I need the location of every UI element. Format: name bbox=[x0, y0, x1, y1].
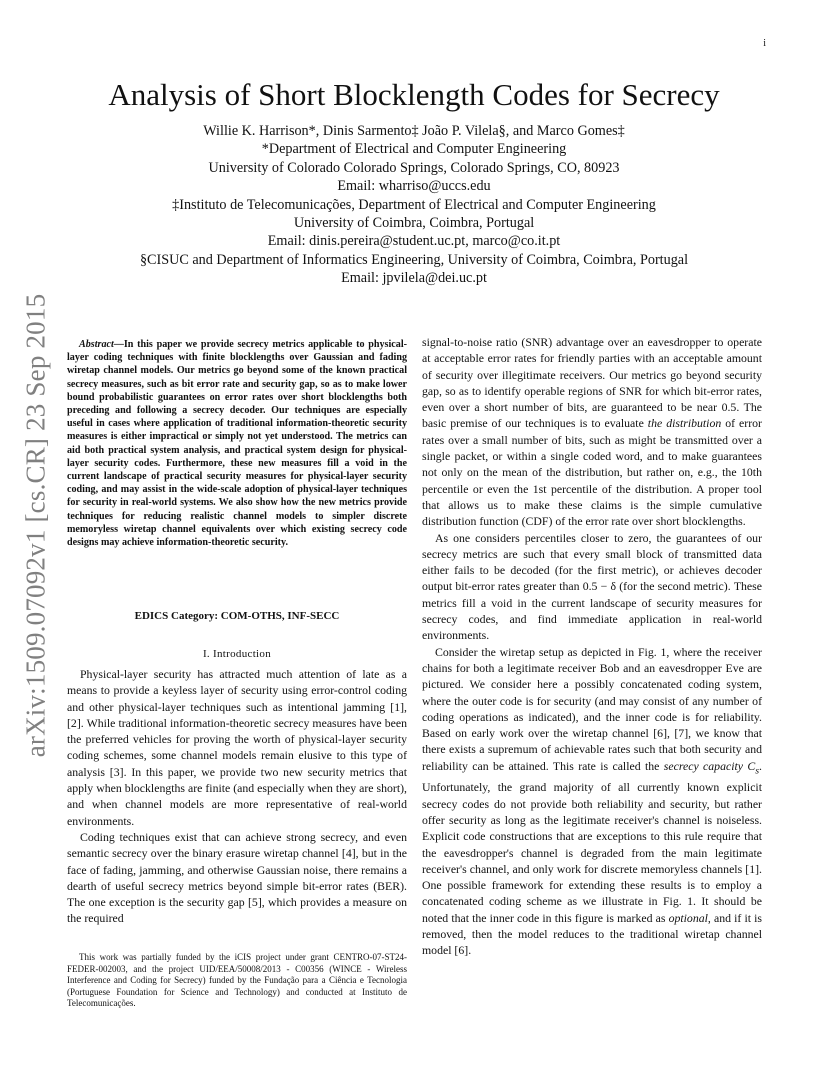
paper-title: Analysis of Short Blocklength Codes for Secrecy bbox=[108, 77, 720, 112]
text-run: . Unfortunately, the grand majority of all currently known explicit secrecy codes do not provide both reliability and security, but rather offer security as long as the legitimate receiver's channel is noiseless. Explicit code constructions that are exceptions to this rule require that the eavesdropper's channel is degraded from the main legitimate receiver's channel, and only work for discrete memoryless channels [1]. One possible framework for extending these results is to employ a concatenated coding scheme as we illustrate in Fig. 1. It should be noted that the inner code in this figure is marked as bbox=[422, 758, 762, 925]
page-number: i bbox=[763, 38, 766, 49]
subscript: s bbox=[755, 765, 760, 777]
text-run: signal-to-noise ratio (SNR) advantage over an eavesdropper to operate at acceptable error rates for friendly parties with an acceptable amount of security over illegitimate receivers. Our metrics go beyond security gap, so as to identify operable regions of SNR for which bit-error rates, even over a short number of bits, are guaranteed to be near 0.5. The basic premise of our techniques is to evaluate bbox=[422, 335, 762, 431]
affiliation-2-address: University of Coimbra, Coimbra, Portugal bbox=[293, 215, 535, 232]
intro-paragraph-2: Coding techniques exist that can achieve strong secrecy, and even semantic secrecy over the binary erasure wiretap channel [4], but in the face of fading, jamming, and otherwise Gaussian noise, there remains a dearth of useful secrecy metrics beyond simple bit-error rates (BER). The one exception is the security gap [5], which provides a measure on the required bbox=[67, 829, 407, 926]
arxiv-stamp bbox=[16, 290, 56, 760]
edics-category: EDICS Category: COM-OTHS, INF-SECC bbox=[134, 610, 340, 622]
affiliation-2: ‡Instituto de Telecomunicações, Department of Electrical and Computer Engineering bbox=[172, 196, 656, 213]
right-column bbox=[422, 334, 762, 959]
right-paragraph-1 bbox=[422, 334, 762, 530]
text-run: Consider the wiretap setup as depicted in Fig. 1, where the receiver chains for both a legitimate receiver Bob and an eavesdropper Eve are pictured. We consider here a possibly concatenated coding system, where the outer code is for security (and may consist of any number of coding operations as indicated), and the inner code is for reliability. Based on early work over the wiretap channel [6], [7], we know that there exists a supremum of achievable rates such that both security and reliability can be attained. This rate is called the bbox=[422, 644, 762, 773]
text-run: , and if it is removed, then the model reduces to the traditional wiretap channel model [6]. bbox=[422, 910, 762, 958]
footnote: This work was partially funded by the iCIS project under grant CENTRO-07-ST24-FEDER-002003, and the project UID/EEA/50008/2013 - C00356 (WINCE - Wireless Interference and Coding for Secrecy) funded by the Fundação para a Ciência e Tecnologia (Portuguese Foundation for Science and Technology) and conducted at Instituto de Telecomunicações. bbox=[67, 952, 407, 1009]
affiliation-3-email: Email: jpvilela@dei.uc.pt bbox=[341, 270, 487, 287]
emphasis: the distribution bbox=[647, 416, 722, 431]
right-paragraph-2: As one considers percentiles closer to zero, the guarantees of our secrecy metrics are such that every small block of transmitted data either fails to be decoded (for the first metric), or achieves decoder output bit-error rates greater than 0.5 − δ (for the second metric). These metrics fill a void in the current landscape of security measures for secrecy codes, and find immediate application in real-world environments. bbox=[422, 530, 762, 643]
abstract bbox=[67, 338, 407, 549]
right-paragraph-3 bbox=[422, 644, 762, 959]
emphasis: secrecy capacity C bbox=[663, 758, 756, 773]
author-block bbox=[0, 122, 828, 288]
affiliation-1: *Department of Electrical and Computer Engineering bbox=[261, 141, 567, 158]
author-names: Willie K. Harrison*, Dinis Sarmento‡ João P. Vilela§, and Marco Gomes‡ bbox=[203, 123, 625, 139]
section-heading: I. Introduction bbox=[202, 648, 272, 660]
abstract-label: Abstract bbox=[79, 339, 114, 350]
affiliation-1-address: University of Colorado Colorado Springs, Colorado Springs, CO, 80923 bbox=[208, 159, 620, 176]
affiliation-1-email: Email: wharriso@uccs.edu bbox=[337, 178, 491, 195]
intro-paragraph-1: Physical-layer security has attracted much attention of late as a means to provide a keyless layer of security using error-control coding and other physical-layer techniques such as intentional jamming [1], [2]. While traditional information-theoretic secrecy measures have been the preferred vehicles for proving the worth of physical-layer security coding schemes, some channel models remain elusive to this type of analysis [3]. In this paper, we provide two new security metrics that apply when blocklengths are finite (and especially when they are short), and when channel models are more representative of real-world environments. bbox=[67, 667, 407, 828]
abstract-text: —In this paper we provide secrecy metrics applicable to physical-layer coding techniques with finite blocklengths over Gaussian and fading wiretap channel models. Our metrics go beyond some of the known practical secrecy measures, such as bit error rate and security gap, so as to make lower bound probabilistic guarantees on error rates over short blocklengths both preceding and following a secrecy decoder. Our techniques are especially useful in cases where application of traditional information-theoretic security measures is either impractical or simply not yet understood. The metrics can aid both practical system analysis, and practical system design for physical-layer security codes. Furthermore, these new measures fill a void in the current landscape of practical security measures for physical-layer security coding, and may assist in the wide-scale adoption of physical-layer techniques for security in real-world systems. We also show how the new metrics provide techniques for reducing realistic channel models to simpler discrete memoryless wiretap channel equivalents over which existing secrecy code designs may achieve information-theoretic security. bbox=[67, 339, 407, 549]
left-column bbox=[67, 666, 407, 927]
arxiv-id: arXiv:1509.07092v1 [cs.CR] 23 Sep 2015 bbox=[20, 293, 51, 757]
text-run: of error rates over a small number of bits, such as might be transmitted over a single packet, or within a single coded word, and to make guarantees not only on the mean of the distribution, but rather on, e.g., the 10th percentile or even the 1st percentile of the distribution. A proper tool that allows us to make these claims is the simple cumulative distribution function (CDF) of the error rate over short blocklengths. bbox=[422, 416, 762, 529]
emphasis: optional bbox=[668, 910, 708, 925]
affiliation-2-email: Email: dinis.pereira@student.uc.pt, marco@co.it.pt bbox=[267, 233, 561, 250]
affiliation-3: §CISUC and Department of Informatics Engineering, University of Coimbra, Coimbra, Portugal bbox=[139, 251, 689, 268]
